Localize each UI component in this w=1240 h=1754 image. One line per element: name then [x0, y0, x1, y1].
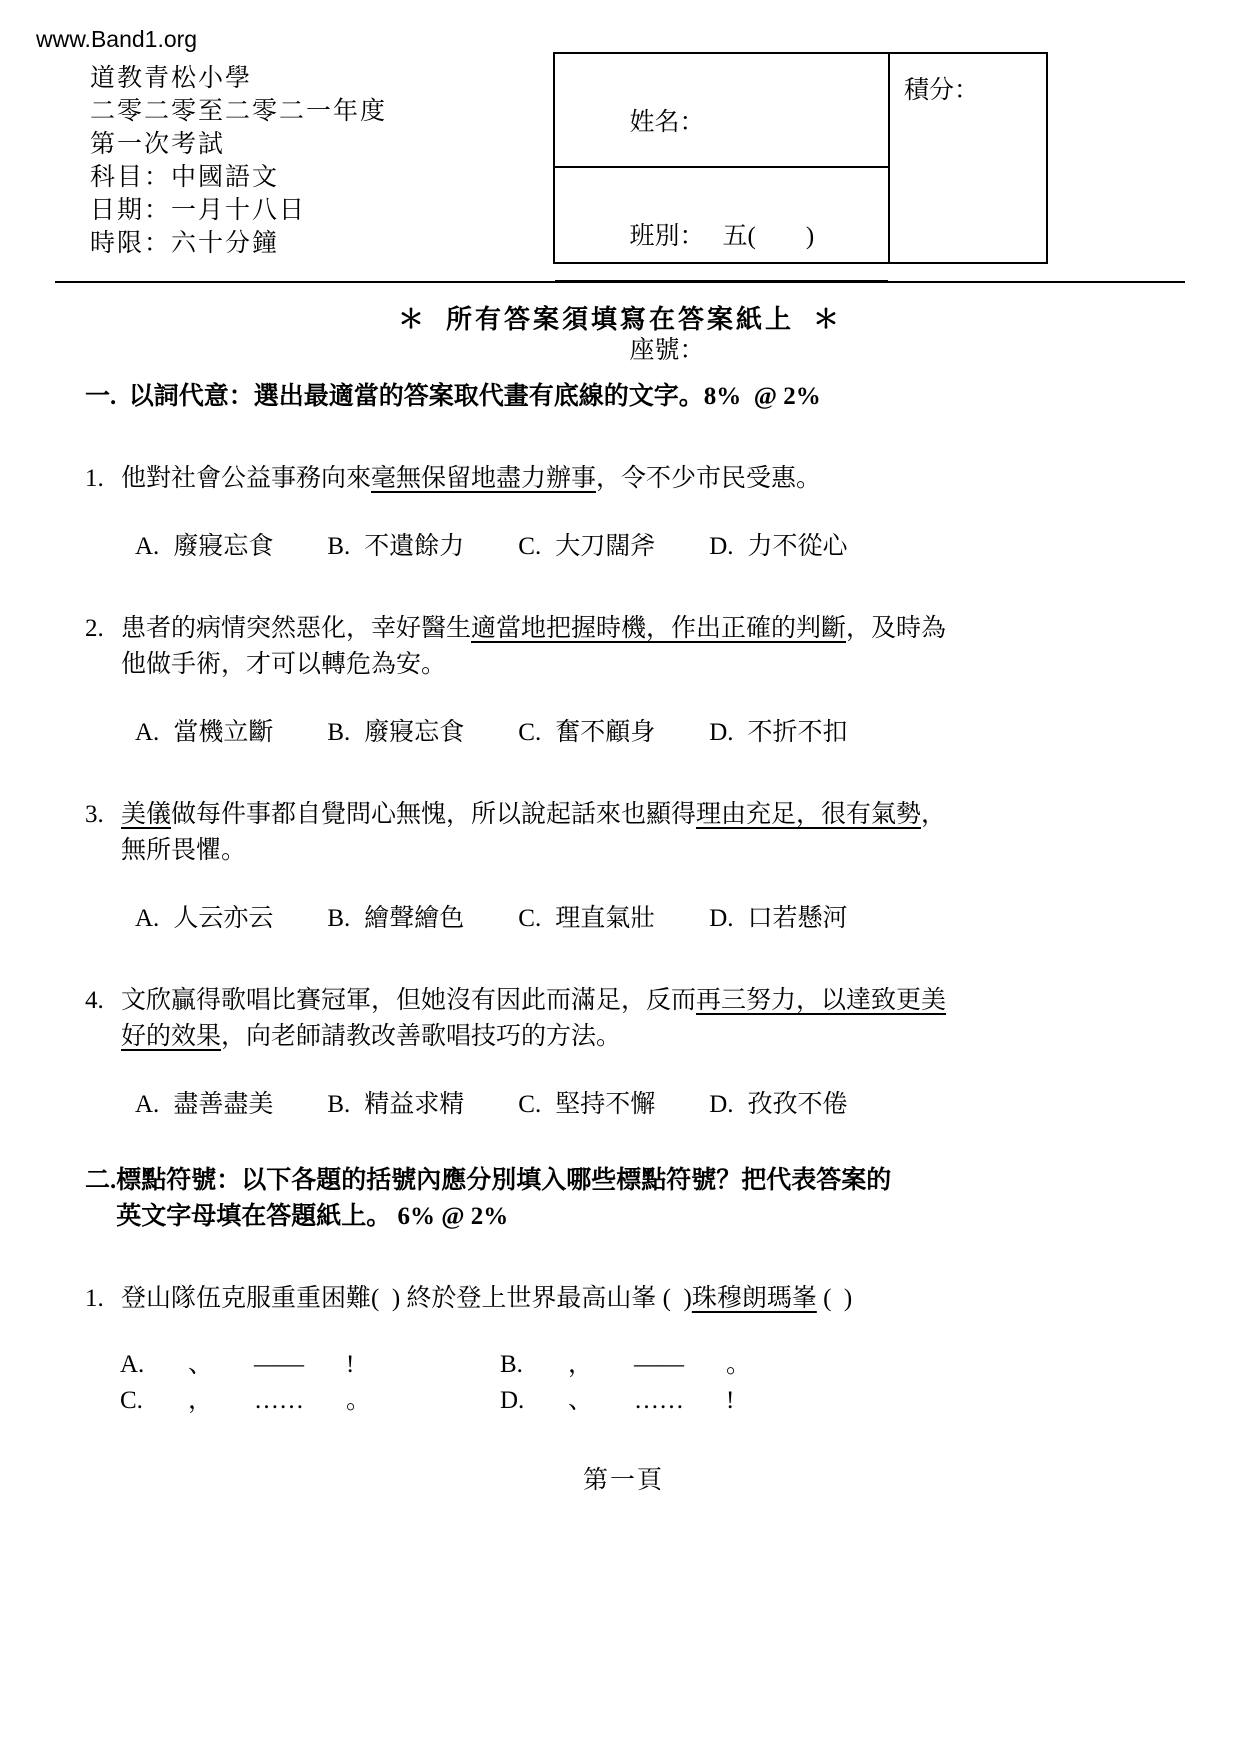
question-3-option-b	[327, 901, 464, 937]
punctuation-mark: 。	[346, 1387, 372, 1414]
option-text: 口若懸河	[747, 905, 848, 932]
option-text: 不折不扣	[747, 719, 848, 746]
question-4-option-a	[135, 1087, 273, 1123]
option-label: C.	[518, 533, 542, 560]
seat-number-label: 座號：	[629, 337, 705, 364]
option-label: A.	[135, 1091, 160, 1118]
question-1	[85, 461, 1162, 497]
question-1-number: 1.	[85, 465, 110, 492]
question-3-number: 3.	[85, 801, 110, 828]
stem-text: ，及時為	[846, 615, 947, 642]
question-2-option-a	[135, 715, 273, 751]
punctuation-option-a	[120, 1347, 500, 1383]
class-field	[555, 168, 888, 282]
stem-text: 登山隊伍克服重重困難( ) 終於登上世界最高山峯 ( )	[121, 1285, 692, 1312]
underlined-text: 理由充足，很有氣勢	[696, 801, 922, 828]
option-label: C.	[518, 1091, 542, 1118]
question-1-option-d	[709, 529, 847, 565]
section-2-question-1-number: 1.	[85, 1285, 110, 1312]
question-3-option-a	[135, 901, 273, 937]
exam-title: 第一次考試	[90, 131, 226, 158]
underlined-text: 珠穆朗瑪峯	[691, 1285, 817, 1312]
exam-content	[85, 379, 1162, 1499]
question-2-number: 2.	[85, 615, 110, 642]
underlined-text: 好的效果	[121, 1023, 222, 1050]
question-4-option-c	[518, 1087, 655, 1123]
underlined-text: 再三努力，以達致更美	[696, 987, 947, 1014]
option-label: D.	[709, 533, 734, 560]
question-3-options	[135, 901, 1162, 937]
question-3	[85, 797, 1162, 869]
option-text: 大刀闊斧	[555, 533, 656, 560]
option-text: 堅持不懈	[555, 1091, 656, 1118]
question-1-options	[135, 529, 1162, 565]
punctuation-mark: ——	[634, 1351, 684, 1378]
option-label: C.	[120, 1387, 143, 1414]
underlined-text: 適當地把握時機，作出正確的判斷	[471, 615, 847, 642]
question-4	[85, 983, 1162, 1055]
question-2-option-c	[518, 715, 655, 751]
option-label: B.	[327, 1091, 351, 1118]
section-1-title: 以詞代意：選出最適當的答案取代畫有底線的文字。8% @ 2%	[128, 383, 821, 410]
punctuation-mark: ……	[254, 1387, 304, 1414]
option-label: D.	[500, 1387, 525, 1414]
question-1-stem	[121, 461, 1162, 497]
class-value: 五( )	[722, 223, 815, 250]
punctuation-mark: ，	[568, 1351, 594, 1378]
option-label: A.	[135, 533, 160, 560]
option-text: 孜孜不倦	[747, 1091, 848, 1118]
option-label: B.	[327, 719, 351, 746]
question-1-option-a	[135, 529, 273, 565]
option-label: A.	[120, 1351, 145, 1378]
question-2-options	[135, 715, 1162, 751]
question-1-option-b	[327, 529, 464, 565]
option-label: B.	[327, 533, 351, 560]
time-limit-line: 時限：六十分鐘	[90, 230, 280, 257]
punctuation-mark: !	[726, 1387, 735, 1414]
option-label: D.	[709, 905, 734, 932]
question-4-stem	[121, 983, 1162, 1055]
option-text: 廢寢忘食	[173, 533, 274, 560]
section-2-question-1-options	[120, 1347, 1162, 1419]
option-label: C.	[518, 719, 542, 746]
option-label: B.	[327, 905, 351, 932]
option-label: A.	[135, 905, 160, 932]
question-3-option-c	[518, 901, 655, 937]
punctuation-mark: ——	[254, 1351, 304, 1378]
punctuation-option-d	[500, 1383, 1162, 1419]
stem-text: 做每件事都自覺問心無愧，所以說起話來也顯得	[171, 801, 697, 828]
punctuation-mark: !	[346, 1351, 355, 1378]
question-4-number: 4.	[85, 987, 110, 1014]
underlined-text: 毫無保留地盡力辦事	[371, 465, 597, 492]
class-label: 班別：	[629, 223, 705, 250]
punctuation-option-b	[500, 1347, 1162, 1383]
stem-text: ，向老師請教改善歌唱技巧的方法。	[221, 1023, 622, 1050]
question-4-option-b	[327, 1087, 464, 1123]
question-2	[85, 611, 1162, 683]
stem-text: 文欣贏得歌唱比賽冠軍，但她沒有因此而滿足，反而	[121, 987, 697, 1014]
punctuation-mark: ，	[188, 1387, 214, 1414]
punctuation-mark: ……	[634, 1387, 684, 1414]
section-2-title	[116, 1163, 1162, 1235]
stem-text: 無所畏懼。	[121, 837, 247, 864]
question-3-stem	[121, 797, 1162, 869]
option-label: D.	[709, 1091, 734, 1118]
watermark: www.Band1.org	[36, 26, 198, 52]
option-text: 當機立斷	[173, 719, 274, 746]
stem-text: 他做手術，才可以轉危為安。	[121, 651, 447, 678]
option-text: 精益求精	[364, 1091, 465, 1118]
school-name: 道教青松小學	[90, 65, 253, 92]
option-label: D.	[709, 719, 734, 746]
subject-line: 科目：中國語文	[90, 164, 280, 191]
date-line: 日期：一月十八日	[90, 197, 307, 224]
section-1-number: 一.	[85, 383, 129, 410]
stem-text: ，令不少市民受惠。	[596, 465, 822, 492]
question-1-option-c	[518, 529, 655, 565]
option-text: 奮不顧身	[555, 719, 656, 746]
stem-text: 標點符號：以下各題的括號內應分別填入哪些標點符號？把代表答案的	[116, 1167, 892, 1194]
question-2-stem	[121, 611, 1162, 683]
question-3-option-d	[709, 901, 847, 937]
punctuation-option-c	[120, 1383, 500, 1419]
question-2-option-b	[327, 715, 464, 751]
option-text: 廢寢忘食	[364, 719, 465, 746]
score-label: 積分：	[904, 77, 980, 104]
option-label: A.	[135, 719, 160, 746]
option-text: 盡善盡美	[173, 1091, 274, 1118]
option-label: B.	[500, 1351, 523, 1378]
option-text: 人云亦云	[173, 905, 274, 932]
option-label: C.	[518, 905, 542, 932]
option-text: 力不從心	[747, 533, 848, 560]
punctuation-mark: 。	[726, 1351, 752, 1378]
stem-text: 患者的病情突然惡化，幸好醫生	[121, 615, 472, 642]
question-4-option-d	[709, 1087, 847, 1123]
option-text: 繪聲繪色	[364, 905, 465, 932]
name-field	[555, 54, 888, 168]
option-text: 理直氣壯	[555, 905, 656, 932]
page-number: 第一頁	[582, 1467, 664, 1494]
stem-text: ，	[921, 801, 947, 828]
stem-text: 他對社會公益事務向來	[121, 465, 372, 492]
seat-number-field	[555, 282, 888, 394]
underlined-text: 美儀	[121, 801, 172, 828]
stem-text: 英文字母填在答題紙上。 6% @ 2%	[116, 1203, 509, 1230]
section-2-question-1-stem	[121, 1281, 1162, 1317]
question-2-option-d	[709, 715, 847, 751]
school-year: 二零二零至二零二一年度	[90, 98, 388, 125]
stem-text: ( )	[816, 1285, 853, 1312]
question-4-options	[135, 1087, 1162, 1123]
name-label: 姓名：	[629, 109, 705, 136]
section-2-heading	[85, 1163, 1162, 1235]
answer-sheet-notice: ＊ 所有答案須填寫在答案紙上 ＊	[397, 305, 842, 334]
section-2-number: 二.	[85, 1167, 117, 1194]
punctuation-mark: 、	[568, 1387, 594, 1414]
section-2-question-1	[85, 1281, 1162, 1317]
score-field	[890, 54, 1046, 262]
punctuation-mark: 、	[188, 1351, 214, 1378]
option-text: 不遺餘力	[364, 533, 465, 560]
